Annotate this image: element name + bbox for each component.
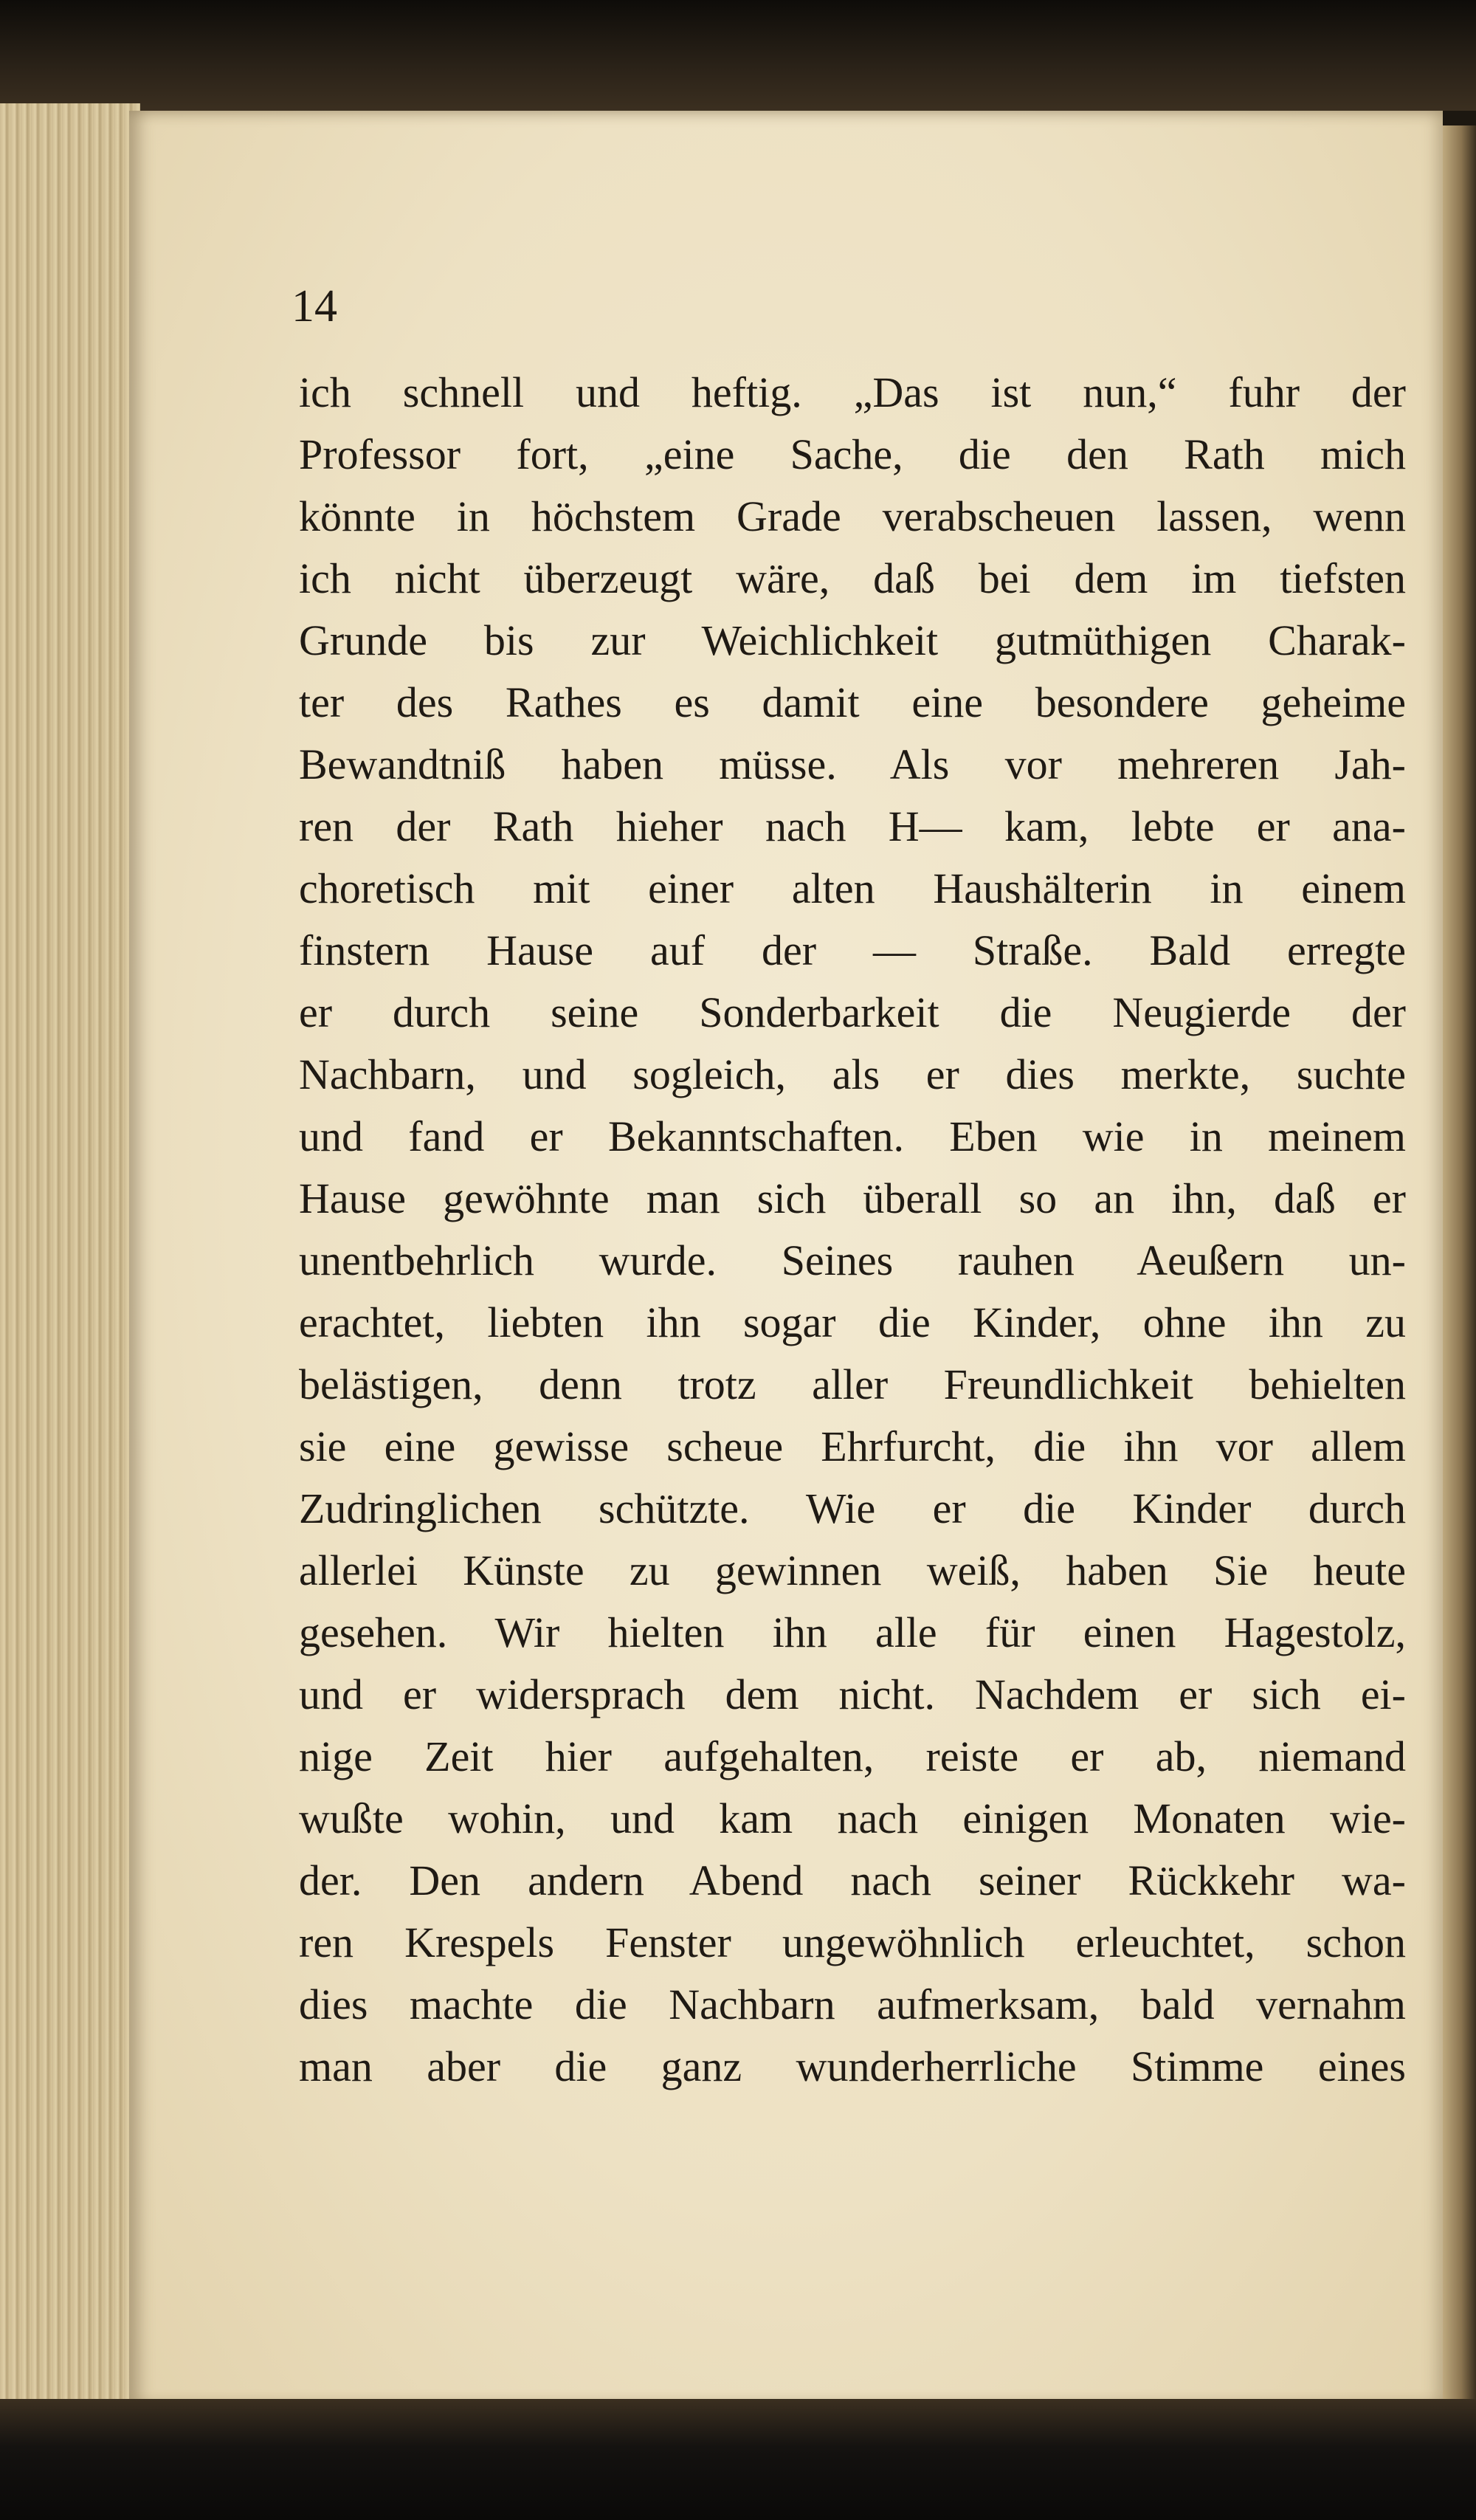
- page-number: 14: [292, 281, 337, 331]
- text-line: [299, 1044, 1406, 1106]
- text-line-content: Bewandtniß haben müsse. Als vor mehreren Jah-: [299, 740, 1406, 788]
- text-line-content: gesehen. Wir hielten ihn alle für einen Hagestolz,: [299, 1608, 1406, 1656]
- text-line: [299, 796, 1406, 858]
- text-line: [299, 1106, 1406, 1168]
- text-line: [299, 920, 1406, 982]
- body-text: [299, 362, 1406, 2098]
- page-stack-edge: [0, 103, 140, 2414]
- text-line: [299, 1230, 1406, 1292]
- text-line-content: ich schnell und heftig. „Das ist nun,“ fuhr der: [299, 368, 1406, 416]
- text-line-content: dies machte die Nachbarn aufmerksam, bald vernahm: [299, 1980, 1406, 2028]
- book-cover-edge: [1439, 125, 1476, 2399]
- text-line-content: allerlei Künste zu gewinnen weiß, haben Sie heute: [299, 1546, 1406, 1594]
- text-line: [299, 1540, 1406, 1602]
- text-line: [299, 1788, 1406, 1850]
- text-line-content: Hause gewöhnte man sich überall so an ihn, daß er: [299, 1174, 1406, 1222]
- text-line-content: ren Krespels Fenster ungewöhnlich erleuchtet, schon: [299, 1918, 1406, 1966]
- text-line: [299, 1850, 1406, 1912]
- text-line: [299, 734, 1406, 796]
- text-line: [299, 1168, 1406, 1230]
- text-line-content: finstern Hause auf der — Straße. Bald erregte: [299, 926, 1406, 974]
- text-line-content: erachtet, liebten ihn sogar die Kinder, ohne ihn zu: [299, 1298, 1406, 1346]
- text-line-content: Nachbarn, und sogleich, als er dies merkte, suchte: [299, 1050, 1406, 1098]
- text-line: [299, 362, 1406, 424]
- text-line-content: und fand er Bekanntschaften. Eben wie in meinem: [299, 1112, 1406, 1160]
- text-line: [299, 672, 1406, 734]
- text-line-content: Grunde bis zur Weichlichkeit gutmüthigen Charak-: [299, 616, 1406, 664]
- text-line: [299, 1726, 1406, 1788]
- text-line-content: ich nicht überzeugt wäre, daß bei dem im tiefsten: [299, 554, 1406, 602]
- text-line-content: nige Zeit hier aufgehalten, reiste er ab, niemand: [299, 1732, 1406, 1780]
- text-line: [299, 486, 1406, 548]
- book-binding-top: [0, 0, 1476, 111]
- text-line: [299, 1664, 1406, 1726]
- text-line: [299, 548, 1406, 610]
- text-line: [299, 1354, 1406, 1416]
- text-line-content: man aber die ganz wunderherrliche Stimme eines: [299, 2042, 1406, 2090]
- text-line-content: sie eine gewisse scheue Ehrfurcht, die ihn vor allem: [299, 1422, 1406, 1470]
- text-line: [299, 1478, 1406, 1540]
- text-line-content: unentbehrlich wurde. Seines rauhen Aeußern un-: [299, 1236, 1406, 1284]
- text-line: [299, 2036, 1406, 2098]
- text-line-content: ren der Rath hieher nach H— kam, lebte er ana-: [299, 802, 1406, 850]
- text-line-content: er durch seine Sonderbarkeit die Neugierde der: [299, 988, 1406, 1036]
- text-line-content: könnte in höchstem Grade verabscheuen lassen, wenn: [299, 492, 1406, 540]
- text-line: [299, 982, 1406, 1044]
- text-line: [299, 858, 1406, 920]
- text-line-content: choretisch mit einer alten Haushälterin in einem: [299, 864, 1406, 912]
- text-line: [299, 424, 1406, 486]
- text-line: [299, 1292, 1406, 1354]
- text-line: [299, 1602, 1406, 1664]
- text-line: [299, 1974, 1406, 2036]
- text-line: [299, 1416, 1406, 1478]
- text-line: [299, 610, 1406, 672]
- text-line-content: und er widersprach dem nicht. Nachdem er sich ei-: [299, 1670, 1406, 1718]
- text-line-content: der. Den andern Abend nach seiner Rückkehr wa-: [299, 1856, 1406, 1904]
- text-line-content: Zudringlichen schützte. Wie er die Kinder durch: [299, 1484, 1406, 1532]
- text-line: [299, 1912, 1406, 1974]
- text-line-content: Professor fort, „eine Sache, die den Rath mich: [299, 430, 1406, 478]
- text-line-content: belästigen, denn trotz aller Freundlichkeit behielten: [299, 1360, 1406, 1408]
- text-line-content: ter des Rathes es damit eine besondere geheime: [299, 678, 1406, 726]
- book-binding-bottom: [0, 2399, 1476, 2520]
- text-line-content: wußte wohin, und kam nach einigen Monaten wie-: [299, 1794, 1406, 1842]
